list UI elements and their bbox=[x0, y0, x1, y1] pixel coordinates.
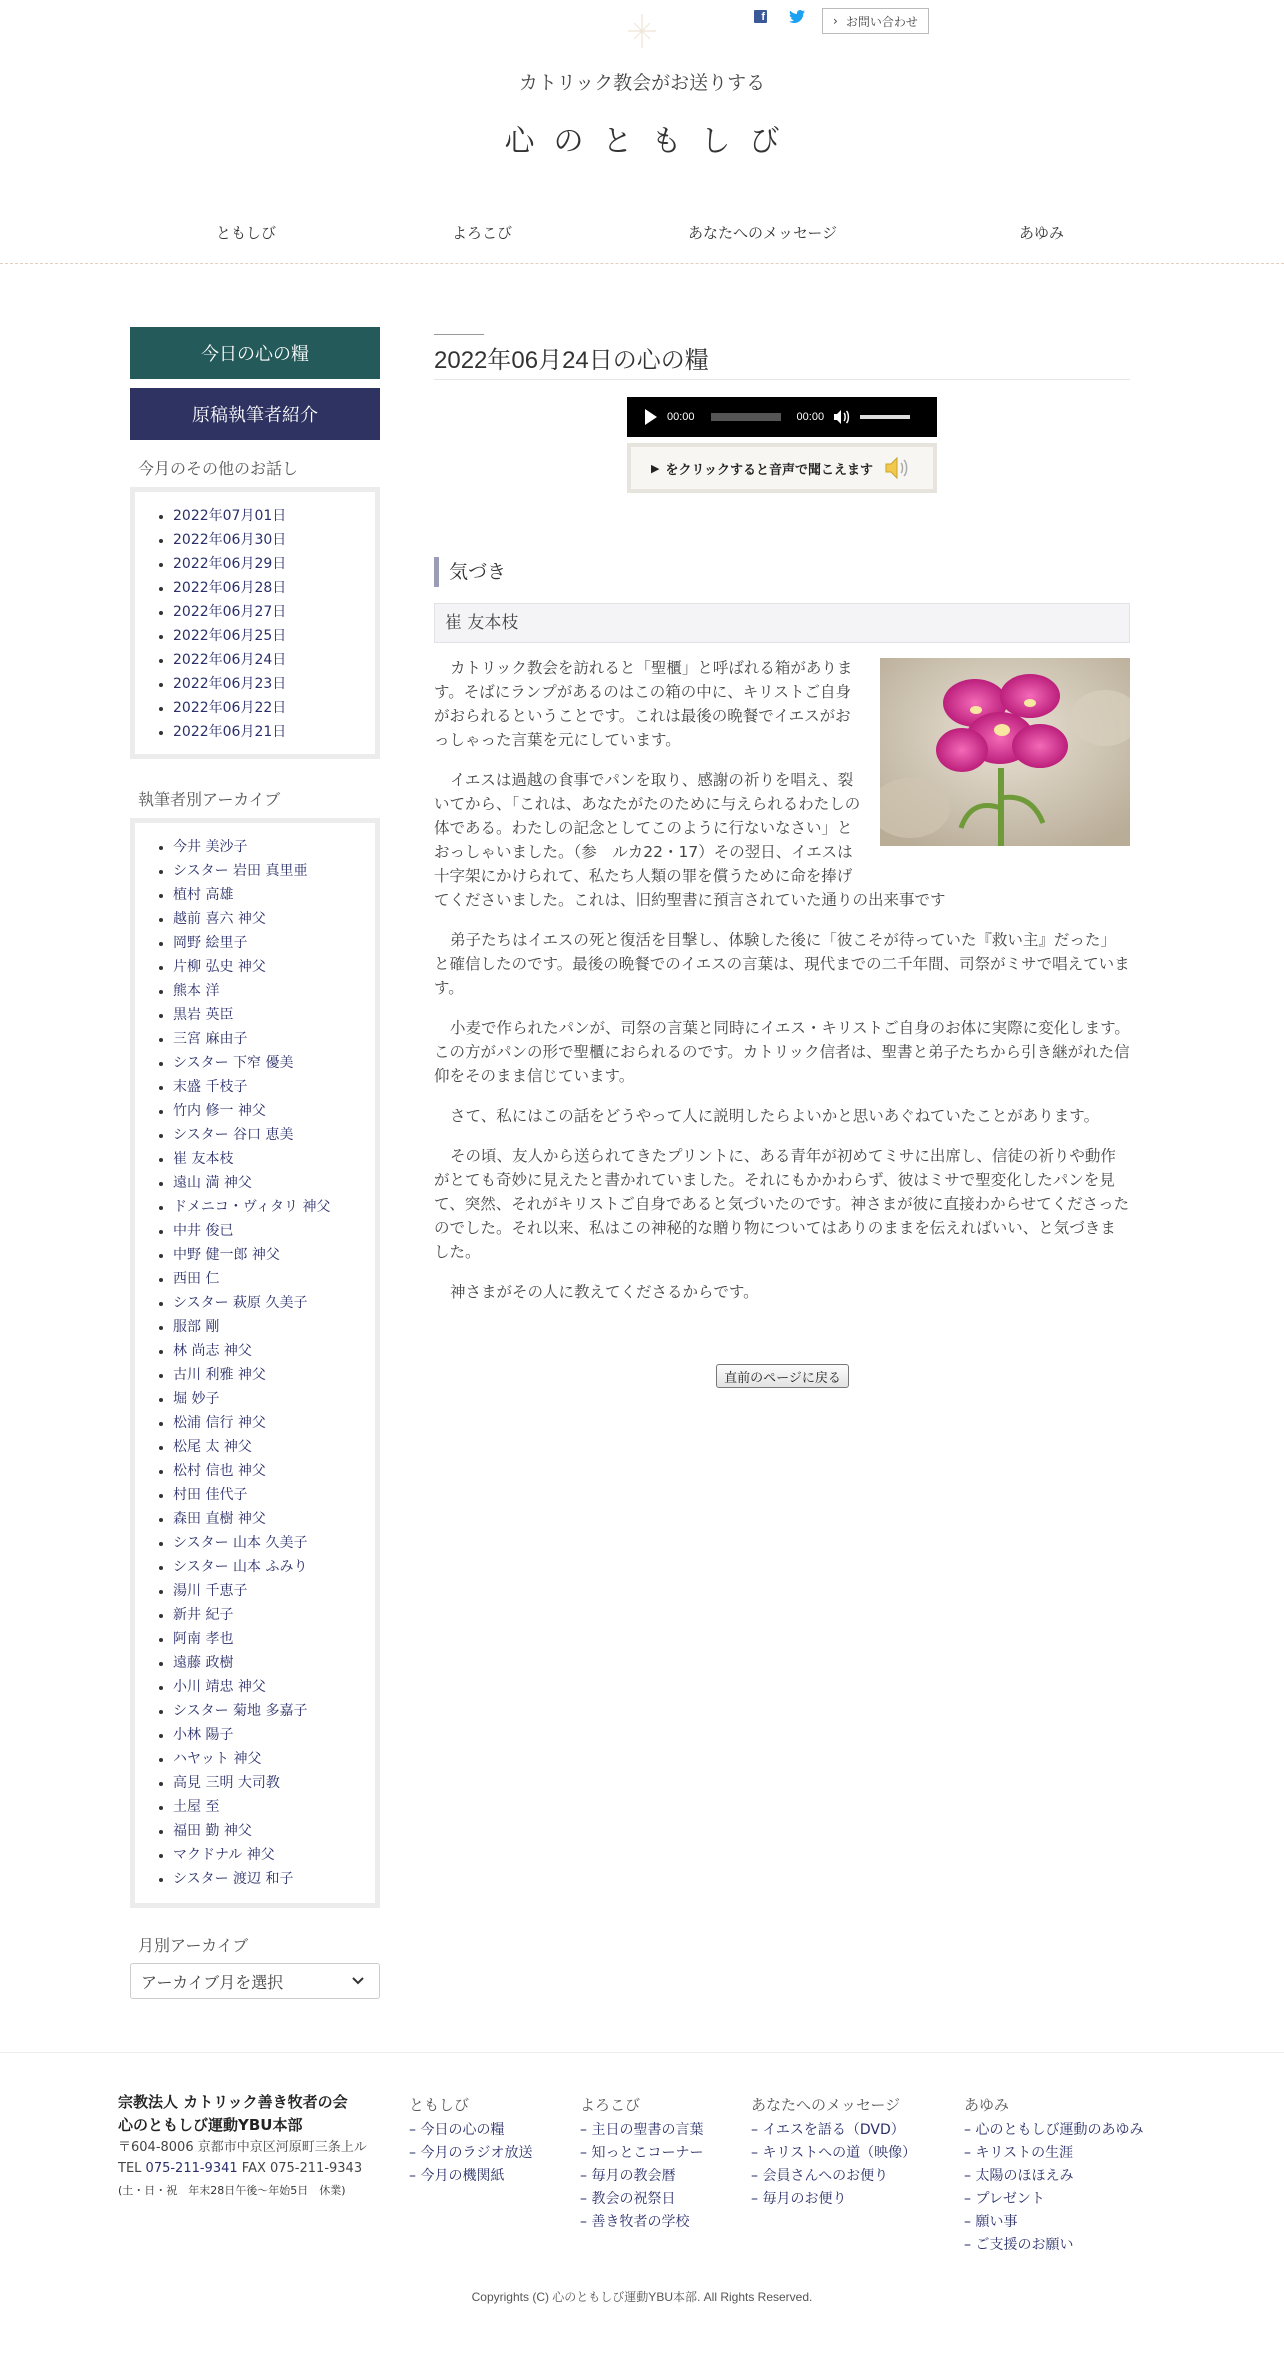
author-list-item[interactable]: • 高見 三明 大司教 bbox=[173, 1771, 375, 1795]
month-list-item[interactable]: • 2022年06月25日 bbox=[173, 624, 375, 648]
tel-label: TEL bbox=[118, 2161, 142, 2176]
org-address: 〒604-8006 京都市中京区河原町三条上ル bbox=[118, 2140, 367, 2155]
footer-link[interactable]: – 主日の聖書の言葉 bbox=[580, 2122, 704, 2138]
footer-col-heading[interactable]: あなたへのメッセージ bbox=[751, 2096, 901, 2114]
chevron-down-icon bbox=[351, 1976, 365, 1986]
audio-duration: 00:00 bbox=[796, 411, 825, 423]
footer-col-heading[interactable]: よろこび bbox=[580, 2096, 641, 2114]
month-list-heading: 今月のその他のお話し bbox=[138, 459, 299, 478]
play-icon[interactable] bbox=[645, 409, 657, 425]
contact-button[interactable] bbox=[822, 8, 929, 34]
author-list-item[interactable]: • シスター 渡辺 和子 bbox=[173, 1867, 375, 1891]
author-list-item[interactable]: • ハヤット 神父 bbox=[173, 1747, 375, 1771]
author-archive-heading: 執筆者別アーカイブ bbox=[138, 790, 281, 809]
author-list-item[interactable]: • ドメニコ・ヴィタリ 神父 bbox=[173, 1195, 375, 1219]
author-list-item[interactable]: • 遠山 満 神父 bbox=[173, 1171, 375, 1195]
month-list-item[interactable]: • 2022年06月29日 bbox=[173, 552, 375, 576]
footer-link[interactable]: – 毎月のお便り bbox=[751, 2191, 847, 2207]
author-list-item[interactable]: • 土屋 至 bbox=[173, 1795, 375, 1819]
section-heading: 気づき bbox=[434, 557, 506, 587]
author-list-item[interactable]: • 片柳 弘史 神父 bbox=[173, 955, 375, 979]
photo-float-spacer bbox=[866, 768, 1130, 868]
paragraph: その頃、友人から送られてきたプリントに、ある青年が初めてミサに出席し、信徒の祈りや動作がとても奇妙に見えたと書かれていました。それにもかかわらず、彼はミサで聖変化したパンを見て、突然、それがキリストご自身であると気づいたのです。神さまが彼に直接わからせてくださったのでした。それ以来、私はこの神秘的な贈り物についてはありのままを伝えればいい、と気づきました。 bbox=[434, 1147, 1130, 1261]
paragraph bbox=[434, 768, 1130, 912]
author-list-item[interactable]: • 熊本 洋 bbox=[173, 979, 375, 1003]
author-list-item[interactable]: • 遠藤 政樹 bbox=[173, 1651, 375, 1675]
author-list bbox=[165, 835, 375, 1891]
today-button[interactable]: 今日の心の糧 bbox=[130, 327, 380, 379]
author-list-item[interactable]: • シスター 谷口 恵美 bbox=[173, 1123, 375, 1147]
paragraph: 弟子たちはイエスの死と復活を目撃し、体験した後に「彼こそが待っていた『救い主』だった」と確信したのです。最後の晩餐でのイエスの言葉は、現代までの二千年間、司祭がミサで唱えています。 bbox=[434, 931, 1130, 997]
month-list bbox=[165, 504, 375, 744]
footer-org bbox=[118, 2091, 367, 2202]
author-list-item[interactable]: • 湯川 千恵子 bbox=[173, 1579, 375, 1603]
author-list-item[interactable]: • 小川 靖忠 神父 bbox=[173, 1675, 375, 1699]
play-triangle-icon: ▶ bbox=[651, 461, 660, 475]
author-list-item[interactable]: • 末盛 千枝子 bbox=[173, 1075, 375, 1099]
author-list-item[interactable]: • シスター 山本 ふみり bbox=[173, 1555, 375, 1579]
nav-divider bbox=[0, 263, 1284, 264]
footer-link[interactable]: – イエスを語る（DVD） bbox=[751, 2122, 905, 2138]
footer-link[interactable]: – 心のともしび運動のあゆみ bbox=[964, 2122, 1144, 2138]
footer-link[interactable]: – キリストの生涯 bbox=[964, 2145, 1074, 2161]
footer-link[interactable]: – 太陽のほほえみ bbox=[964, 2168, 1074, 2184]
footer-link[interactable]: – プレゼント bbox=[964, 2191, 1045, 2207]
author-list-item[interactable]: • シスター 山本 久美子 bbox=[173, 1531, 375, 1555]
author-list-item[interactable]: • 福田 勤 神父 bbox=[173, 1819, 375, 1843]
month-list-item[interactable]: • 2022年07月01日 bbox=[173, 504, 375, 528]
article-body bbox=[434, 656, 1130, 1320]
author-list-item[interactable]: • 古川 利雅 神父 bbox=[173, 1363, 375, 1387]
author-list-item[interactable]: • 中井 俊已 bbox=[173, 1219, 375, 1243]
month-archive-select-value: アーカイブ月を選択 bbox=[141, 1972, 284, 1992]
author-list-item[interactable]: • シスター 岩田 真里亜 bbox=[173, 859, 375, 883]
audio-seek-bar[interactable] bbox=[711, 413, 781, 421]
month-list-item[interactable]: • 2022年06月21日 bbox=[173, 720, 375, 744]
volume-slider[interactable] bbox=[860, 415, 910, 419]
back-button[interactable]: 直前のページに戻る bbox=[716, 1364, 849, 1388]
org-sub: 心のともしび運動YBU本部 bbox=[118, 2116, 303, 2134]
paragraph: さて、私にはこの話をどうやって人に説明したらよいかと思いあぐねていたことがあります。 bbox=[450, 1107, 1100, 1125]
speaker-icon bbox=[883, 455, 913, 481]
title-divider bbox=[434, 379, 1130, 380]
author-list-item[interactable]: • 崔 友本枝 bbox=[173, 1147, 375, 1171]
chevron-right-icon: › bbox=[833, 14, 838, 28]
author-list-item[interactable]: • 村田 佳代子 bbox=[173, 1483, 375, 1507]
month-list-item[interactable]: • 2022年06月23日 bbox=[173, 672, 375, 696]
author-list-item[interactable]: • 松浦 信行 神父 bbox=[173, 1411, 375, 1435]
author-list-item[interactable]: • 松尾 太 神父 bbox=[173, 1435, 375, 1459]
footer-col-tomoshibi bbox=[409, 2094, 532, 2188]
footer-divider bbox=[0, 2052, 1284, 2053]
author-list-item[interactable]: • 森田 直樹 神父 bbox=[173, 1507, 375, 1531]
audio-current-time: 00:00 bbox=[667, 411, 695, 423]
month-archive-select[interactable] bbox=[130, 1963, 380, 1999]
nav-item-yorokobi[interactable]: よろこび bbox=[452, 224, 513, 242]
month-list-item[interactable]: • 2022年06月24日 bbox=[173, 648, 375, 672]
site-title[interactable]: 心のともしび bbox=[504, 124, 799, 159]
paragraph: 神さまがその人に教えてくださるからです。 bbox=[450, 1283, 759, 1301]
site-tagline: カトリック教会がお送りする bbox=[518, 72, 766, 94]
nav-item-tomoshibi[interactable]: ともしび bbox=[216, 224, 277, 242]
author-name: 崔 友本枝 bbox=[434, 603, 1130, 643]
author-list-item[interactable]: • シスター 菊地 多嘉子 bbox=[173, 1699, 375, 1723]
author-list-item[interactable]: • 阿南 孝也 bbox=[173, 1627, 375, 1651]
volume-icon[interactable] bbox=[834, 410, 850, 424]
org-name: 宗教法人 カトリック善き牧者の会 bbox=[118, 2093, 348, 2111]
author-list-item[interactable]: • 林 尚志 神父 bbox=[173, 1339, 375, 1363]
author-list-item[interactable]: • 松村 信也 神父 bbox=[173, 1459, 375, 1483]
author-list-item[interactable]: • マクドナル 神父 bbox=[173, 1843, 375, 1867]
office-hours: (土・日・祝 年末28日午後〜年始5日 休業) bbox=[118, 2184, 346, 2197]
paragraph-text: イエスは過越の食事でパンを取り、感謝の祈りを唱え、裂いてから、「これは、あなたがたのために与えられるわたしの体である。わたしの記念としてこのように行ないなさい」とおっしゃいました。（参 ルカ22・17）その翌日、イエスは十字架にかけられて、私たち人類の罪を償うために命を捧げてくださいました。これは、旧約聖書に預言されていた通りの出来事です bbox=[434, 771, 946, 909]
month-list-item[interactable]: • 2022年06月27日 bbox=[173, 600, 375, 624]
site-header bbox=[0, 0, 1284, 265]
copyright: Copyrights (C) 心のともしび運動YBU本部. All Rights Reserved. bbox=[471, 2290, 813, 2304]
twitter-icon[interactable] bbox=[789, 10, 805, 23]
author-list-item[interactable]: • 今井 美沙子 bbox=[173, 835, 375, 859]
footer-link[interactable]: – 今月の機関紙 bbox=[409, 2168, 505, 2184]
month-archive-heading: 月別アーカイブ bbox=[138, 1936, 249, 1955]
author-list-item[interactable]: • 服部 剛 bbox=[173, 1315, 375, 1339]
audio-player bbox=[627, 397, 937, 437]
footer-link[interactable]: – 善き牧者の学校 bbox=[580, 2214, 690, 2230]
author-list-item[interactable]: • 中野 健一郎 神父 bbox=[173, 1243, 375, 1267]
contact-label: お問い合わせ bbox=[845, 14, 918, 29]
author-list-item[interactable]: • 黒岩 英臣 bbox=[173, 1003, 375, 1027]
org-phone bbox=[118, 2158, 367, 2179]
audio-hint bbox=[627, 443, 937, 493]
author-list-item[interactable]: • 越前 喜六 神父 bbox=[173, 907, 375, 931]
author-list-item[interactable]: • 小林 陽子 bbox=[173, 1723, 375, 1747]
page-title: 2022年06月24日の心の糧 bbox=[434, 347, 709, 374]
author-list-item[interactable]: • シスター 下窄 優美 bbox=[173, 1051, 375, 1075]
author-list-item[interactable]: • 新井 紀子 bbox=[173, 1603, 375, 1627]
author-list-item[interactable]: • 岡野 絵里子 bbox=[173, 931, 375, 955]
social-links bbox=[754, 10, 805, 23]
fax-number: FAX 075-211-9343 bbox=[241, 2161, 363, 2176]
footer-link[interactable]: – ご支援のお願い bbox=[964, 2237, 1074, 2253]
footer-link[interactable]: – 知っとこコーナー bbox=[580, 2145, 704, 2161]
author-list-item[interactable]: • 西田 仁 bbox=[173, 1267, 375, 1291]
authors-intro-button[interactable]: 原稿執筆者紹介 bbox=[130, 388, 380, 440]
nav-item-message[interactable]: あなたへのメッセージ bbox=[688, 224, 838, 242]
author-list-item[interactable]: • 堀 妙子 bbox=[173, 1387, 375, 1411]
footer-col-heading[interactable]: ともしび bbox=[409, 2096, 470, 2114]
nav-item-ayumi[interactable]: あゆみ bbox=[1019, 224, 1065, 242]
tel-number[interactable]: 075-211-9341 bbox=[145, 2161, 238, 2176]
star-ornament-icon bbox=[628, 14, 656, 48]
author-list-item[interactable]: • 三宮 麻由子 bbox=[173, 1027, 375, 1051]
month-list-box bbox=[130, 487, 380, 759]
footer-col-yorokobi bbox=[580, 2094, 703, 2234]
footer-col-ayumi bbox=[964, 2094, 1143, 2257]
author-list-item[interactable]: • 植村 高雄 bbox=[173, 883, 375, 907]
footer-col-heading[interactable]: あゆみ bbox=[964, 2096, 1010, 2114]
month-list-item[interactable]: • 2022年06月22日 bbox=[173, 696, 375, 720]
facebook-icon[interactable]: f bbox=[754, 10, 767, 23]
author-list-item[interactable]: • シスター 萩原 久美子 bbox=[173, 1291, 375, 1315]
footer-link[interactable]: – 会員さんへのお便り bbox=[751, 2168, 889, 2184]
global-nav bbox=[130, 222, 1154, 252]
audio-hint-text: をクリックすると音声で聞こえます bbox=[665, 462, 873, 478]
title-accent-line bbox=[434, 334, 484, 335]
footer-col-message bbox=[751, 2094, 916, 2211]
footer-link[interactable]: – 毎月の教会暦 bbox=[580, 2168, 676, 2184]
footer-link[interactable]: – 今日の心の糧 bbox=[409, 2122, 505, 2138]
author-list-item[interactable]: • 竹内 修一 神父 bbox=[173, 1099, 375, 1123]
footer-link[interactable]: – 今月のラジオ放送 bbox=[409, 2145, 533, 2161]
paragraph: 小麦で作られたパンが、司祭の言葉と同時にイエス・キリストご自身のお体に実際に変化します。この方がパンの形で聖櫃におられるのです。カトリック信者は、聖書と弟子たちから引き継がれた信仰をそのまま信じています。 bbox=[434, 1019, 1130, 1085]
footer-link[interactable]: – 教会の祝祭日 bbox=[580, 2191, 676, 2207]
month-list-item[interactable]: • 2022年06月28日 bbox=[173, 576, 375, 600]
footer-link[interactable]: – 願い事 bbox=[964, 2214, 1018, 2230]
author-archive-box bbox=[130, 818, 380, 1908]
month-list-item[interactable]: • 2022年06月30日 bbox=[173, 528, 375, 552]
paragraph: カトリック教会を訪れると「聖櫃」と呼ばれる箱があります。そばにランプがあるのはこの箱の中に、キリストご自身がおられるということです。これは最後の晩餐でイエスがおっしゃった言葉を元にしています。 bbox=[434, 659, 853, 749]
footer-link[interactable]: – キリストへの道（映像） bbox=[751, 2145, 917, 2161]
